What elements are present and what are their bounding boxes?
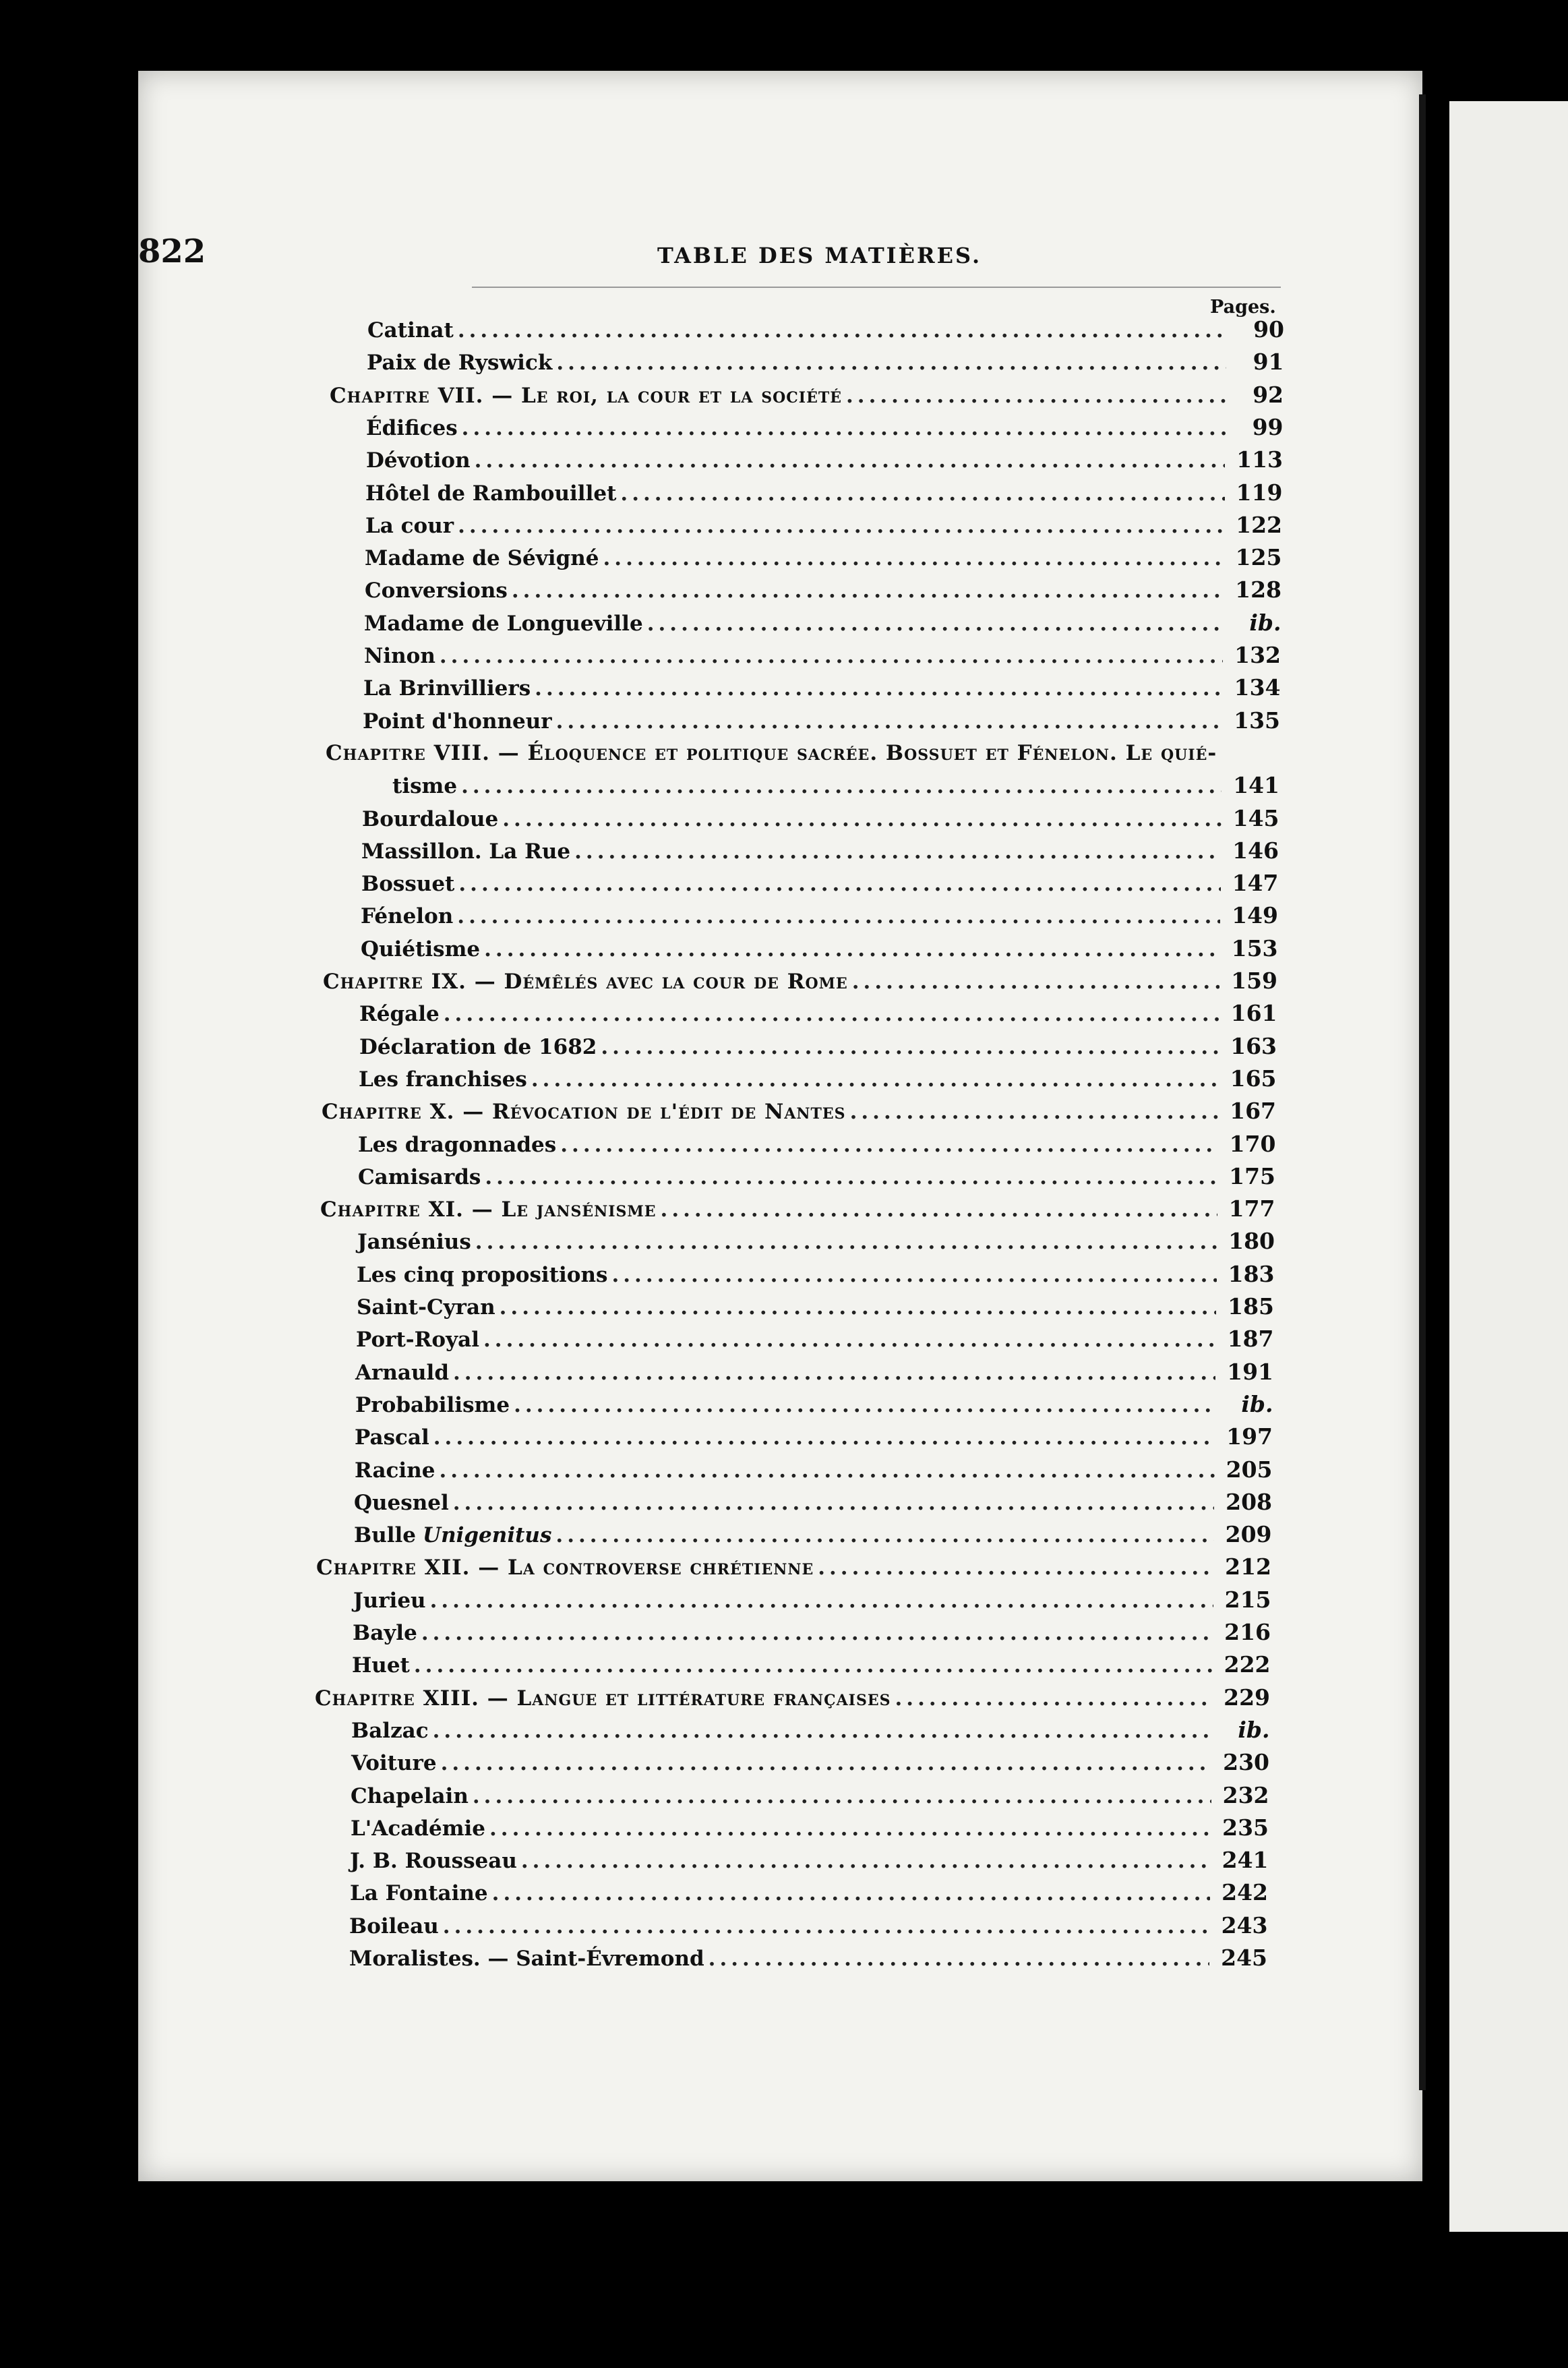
leader-dots: [852, 966, 1219, 998]
toc-page-number: 91: [1253, 349, 1284, 375]
toc-entry-label: Fénelon: [361, 904, 454, 928]
toc-page-number: 185: [1228, 1293, 1274, 1320]
leader-dots: [453, 1357, 1215, 1389]
toc-entry-label: Arnauld: [355, 1361, 450, 1385]
toc-page-number: 113: [1236, 446, 1283, 473]
toc-entry-row: [364, 607, 1281, 639]
toc-entry-row: [363, 672, 1281, 704]
toc-entry-row: [364, 639, 1281, 672]
leader-dots: [430, 1585, 1213, 1617]
toc-entry-row: [363, 705, 1280, 737]
leader-dots: [708, 1943, 1209, 1975]
toc-page-number: 163: [1230, 1033, 1277, 1059]
toc-page-number: 187: [1227, 1326, 1274, 1352]
leader-dots: [502, 803, 1221, 835]
leader-dots: [556, 347, 1226, 379]
toc-entry-row: [351, 1746, 1269, 1779]
pages-column-label: Pages.: [1210, 297, 1276, 318]
toc-entry-label: Point d'honneur: [363, 709, 552, 734]
toc-entry-row: [365, 541, 1282, 574]
toc-page-number: 170: [1229, 1131, 1276, 1157]
toc-chapter-row: [316, 1551, 1271, 1583]
toc-entry-row: [352, 1649, 1271, 1681]
toc-chapter-row: [323, 965, 1277, 997]
toc-entry-label: Bayle: [353, 1621, 417, 1645]
toc-entry-row: [359, 1063, 1277, 1095]
toc-entry-row: [356, 1323, 1274, 1355]
leader-dots: [895, 1682, 1212, 1715]
leader-dots: [647, 608, 1224, 640]
toc-page-number: 99: [1252, 414, 1284, 440]
toc-page-number: 161: [1230, 1000, 1277, 1026]
toc-page-number: 177: [1228, 1195, 1275, 1222]
toc-entry-row: [349, 1910, 1268, 1942]
toc-page-number: 232: [1222, 1782, 1269, 1808]
toc-entry-row: [361, 933, 1278, 965]
leader-dots: [421, 1617, 1213, 1649]
leader-dots: [846, 380, 1226, 412]
toc-page-number: 145: [1232, 805, 1279, 831]
toc-chapter-row: [315, 1682, 1270, 1714]
toc-entry-row: [350, 1876, 1268, 1909]
leader-dots: [489, 1812, 1211, 1845]
toc-entry-label: Pascal: [355, 1425, 429, 1450]
toc-entry-row: [355, 1454, 1273, 1486]
toc-entry-label: Chapitre X. — Révocation de l'édit de Nantes: [322, 1100, 846, 1124]
toc-page-number: 242: [1222, 1879, 1268, 1905]
toc-entry-row: [359, 1030, 1277, 1063]
toc-entry-row: [361, 867, 1279, 899]
toc-entry-row: [361, 899, 1278, 932]
toc-entry-row: [355, 1388, 1273, 1421]
leader-dots: [462, 412, 1226, 444]
toc-entry-row: [365, 574, 1281, 606]
page-number: 822: [138, 233, 206, 270]
leader-dots: [475, 444, 1225, 477]
toc-entry-label: Chapitre VIII. — Éloquence et politique sacrée. Bossuet et Fénelon. Le quié-: [326, 741, 1217, 765]
toc-entry-row: [365, 477, 1283, 509]
toc-page-number: 146: [1232, 837, 1279, 864]
toc-page-number: 241: [1222, 1847, 1269, 1873]
toc-entry-row: [355, 1356, 1273, 1388]
leader-dots: [514, 1389, 1215, 1421]
leader-dots: [457, 900, 1220, 933]
toc-page-number: 125: [1235, 544, 1282, 570]
toc-page-number: 153: [1231, 935, 1278, 961]
toc-page-number: 235: [1222, 1814, 1269, 1841]
toc-page-number: 128: [1235, 576, 1281, 603]
toc-page-number: ib.: [1241, 1391, 1273, 1417]
toc-page-number: 119: [1236, 479, 1283, 506]
leader-dots: [620, 477, 1224, 510]
toc-entry-row: [353, 1584, 1271, 1616]
toc-entry-label: Déclaration de 1682: [359, 1035, 597, 1059]
toc-page-number: 222: [1224, 1651, 1271, 1678]
leader-dots: [458, 510, 1224, 542]
leader-dots: [850, 1096, 1218, 1128]
toc-entry-label: Bossuet: [361, 872, 455, 896]
toc-entry-label: Chapelain: [351, 1784, 469, 1808]
toc-entry-label: L'Académie: [351, 1816, 486, 1841]
toc-entry-label: Huet: [352, 1653, 410, 1678]
leader-dots: [458, 314, 1226, 347]
toc-entry-label: Boileau: [349, 1914, 439, 1938]
leader-dots: [521, 1845, 1211, 1877]
toc-page-number: 141: [1233, 772, 1279, 798]
toc-entry-label: Paix de Ryswick: [367, 351, 553, 375]
toc-entry-row: [358, 1160, 1275, 1193]
toc-entry-row: [354, 1518, 1272, 1551]
leader-dots: [500, 1291, 1216, 1324]
toc-entry-row: [354, 1486, 1272, 1518]
toc-entry-label: Camisards: [358, 1165, 481, 1189]
toc-page-number: 208: [1226, 1489, 1272, 1515]
leader-dots: [433, 1421, 1215, 1454]
toc-entry-label: Édifices: [366, 416, 458, 440]
toc-entry-label: Racine: [355, 1458, 435, 1483]
toc-page-number: 215: [1224, 1587, 1271, 1613]
leader-dots: [556, 705, 1222, 738]
leader-dots: [661, 1193, 1217, 1226]
toc-page-number: 191: [1227, 1359, 1273, 1385]
leader-dots: [611, 1259, 1216, 1291]
toc-page-number: 245: [1221, 1945, 1267, 1971]
toc-entry-label: Les dragonnades: [358, 1133, 557, 1157]
leader-dots: [603, 542, 1224, 574]
leader-dots: [484, 933, 1219, 966]
toc-entry-label: Ninon: [364, 644, 435, 668]
toc-entry-row: [349, 1942, 1267, 1974]
toc-page-number: 205: [1226, 1456, 1273, 1483]
toc-entry-row: [351, 1812, 1269, 1844]
leader-dots: [574, 835, 1221, 868]
toc-entry-row: [366, 411, 1284, 444]
leader-dots: [485, 1161, 1217, 1193]
toc-page-number: ib.: [1249, 610, 1281, 636]
toc-entry-label: Les franchises: [359, 1067, 527, 1092]
toc-entry-label: Chapitre IX. — Démêlés avec la cour de Rome: [323, 970, 848, 994]
leader-dots: [818, 1551, 1213, 1584]
toc-chapter-row: [320, 1193, 1275, 1225]
leader-dots: [441, 1747, 1211, 1779]
toc-entry-label: Probabilisme: [355, 1393, 510, 1417]
toc-page-number: 165: [1230, 1065, 1277, 1092]
toc-page-number: ib.: [1238, 1717, 1270, 1743]
toc-entry-label: Saint-Cyran: [357, 1295, 495, 1320]
toc-entry-row: [357, 1258, 1275, 1291]
leader-dots: [512, 574, 1224, 607]
leader-dots: [473, 1780, 1211, 1812]
leader-dots: [492, 1877, 1210, 1910]
toc-entry-label: Les cinq propositions: [357, 1263, 608, 1287]
toc-page-number: 135: [1234, 707, 1280, 734]
toc-page-number: 229: [1224, 1684, 1270, 1711]
toc-page-number: 175: [1229, 1163, 1275, 1189]
toc-entry-label: Moralistes. — Saint-Évremond: [349, 1947, 704, 1971]
leader-dots: [458, 868, 1220, 900]
toc-page-number: 90: [1253, 316, 1284, 343]
toc-chapter-row: [326, 737, 1280, 769]
leader-dots: [483, 1324, 1216, 1356]
toc-page-number: 159: [1231, 968, 1277, 994]
toc-entry-italic-label: Unigenitus: [423, 1523, 552, 1547]
toc-page-number: 134: [1234, 674, 1281, 701]
toc-entry-label: Conversions: [365, 579, 508, 603]
toc-page-number: 212: [1225, 1553, 1271, 1580]
toc-page-number: 132: [1234, 642, 1281, 668]
toc-entry-row: [361, 835, 1279, 867]
toc-page-number: 122: [1236, 512, 1282, 538]
leader-dots: [535, 672, 1222, 705]
toc-page-number: 147: [1232, 870, 1279, 896]
toc-entry-label: La Fontaine: [350, 1881, 488, 1905]
toc-entry-label: tisme: [392, 774, 458, 798]
leader-dots: [560, 1129, 1217, 1161]
toc-entry-row: [350, 1844, 1269, 1876]
toc-entry-row: [365, 509, 1282, 541]
toc-chapter-row: [322, 1095, 1276, 1127]
toc-entry-label: Hôtel de Rambouillet: [365, 481, 617, 506]
toc-entry-label: J. B. Rousseau: [350, 1849, 517, 1873]
leader-dots: [453, 1487, 1214, 1519]
toc-page-number: 92: [1253, 382, 1284, 408]
toc-entry-label: La cour: [365, 514, 454, 538]
toc-page-number: 216: [1224, 1619, 1271, 1645]
toc-entry-row: [351, 1714, 1270, 1746]
toc-entry-row: [367, 346, 1284, 378]
toc-entry-label: Chapitre XIII. — Langue et littérature françaises: [315, 1686, 891, 1711]
toc-page-number: 167: [1230, 1098, 1276, 1124]
toc-page-number: 183: [1228, 1261, 1275, 1287]
toc-page-number: 180: [1228, 1228, 1275, 1254]
toc-entry-label: Quiétisme: [361, 937, 481, 961]
toc-entry-label: Port-Royal: [356, 1328, 479, 1352]
leader-dots: [461, 770, 1222, 802]
leader-dots: [555, 1519, 1213, 1551]
leader-dots: [531, 1063, 1219, 1096]
toc-entry-row: [359, 997, 1277, 1030]
toc-entry-label: Dévotion: [366, 448, 471, 473]
toc-entry-label: Chapitre XI. — Le jansénisme: [320, 1197, 657, 1222]
toc-page-number: 243: [1221, 1912, 1268, 1938]
leader-dots: [601, 1031, 1219, 1063]
toc-entry-label: Balzac: [351, 1719, 429, 1743]
toc-entry-label: La Brinvilliers: [363, 676, 531, 701]
toc-entry-label: Voiture: [351, 1751, 437, 1775]
toc-entry-row: [351, 1779, 1269, 1812]
toc-entry-label: Quesnel: [354, 1491, 449, 1515]
toc-entry-row: [355, 1421, 1273, 1453]
toc-entry-label: Jansénius: [357, 1230, 471, 1254]
toc-page-number: 149: [1232, 902, 1278, 928]
leader-dots: [440, 640, 1223, 672]
toc-entry-row: [392, 769, 1279, 802]
leader-dots: [439, 1454, 1214, 1487]
toc-entry-row: [353, 1616, 1271, 1649]
leader-dots: [475, 1226, 1217, 1258]
toc-page-number: 209: [1225, 1521, 1272, 1547]
leader-dots: [443, 1910, 1210, 1943]
toc-chapter-row: [330, 379, 1284, 411]
toc-entry-label: Madame de Longueville: [364, 612, 643, 636]
toc-entry-label: Régale: [359, 1002, 440, 1026]
running-title: TABLE DES MATIÈRES.: [657, 243, 982, 268]
toc-entry-row: [357, 1225, 1275, 1257]
toc-entry-label: Massillon. La Rue: [361, 839, 571, 864]
leader-dots: [444, 998, 1219, 1030]
toc-entry-row: [366, 444, 1283, 476]
toc-entry-label: Chapitre VII. — Le roi, la cour et la société: [330, 384, 842, 408]
toc-entry-label: Bourdaloue: [362, 807, 499, 831]
toc-page-number: 230: [1223, 1749, 1269, 1775]
toc-entry-label: Catinat: [367, 318, 454, 343]
toc-page-number: 197: [1226, 1423, 1273, 1450]
toc-entry-row: [357, 1291, 1274, 1323]
toc-entry-row: [362, 802, 1279, 835]
toc-entry-row: [358, 1128, 1276, 1160]
leader-dots: [414, 1649, 1213, 1682]
leader-dots: [433, 1715, 1212, 1747]
toc-entry-label: Chapitre XII. — La controverse chrétienne: [316, 1556, 814, 1580]
toc-entry-label: Bulle: [354, 1523, 417, 1547]
toc-entry-label: Jurieu: [353, 1589, 426, 1613]
toc-entry-row: [367, 314, 1284, 346]
toc-entry-label: Madame de Sévigné: [365, 546, 599, 570]
